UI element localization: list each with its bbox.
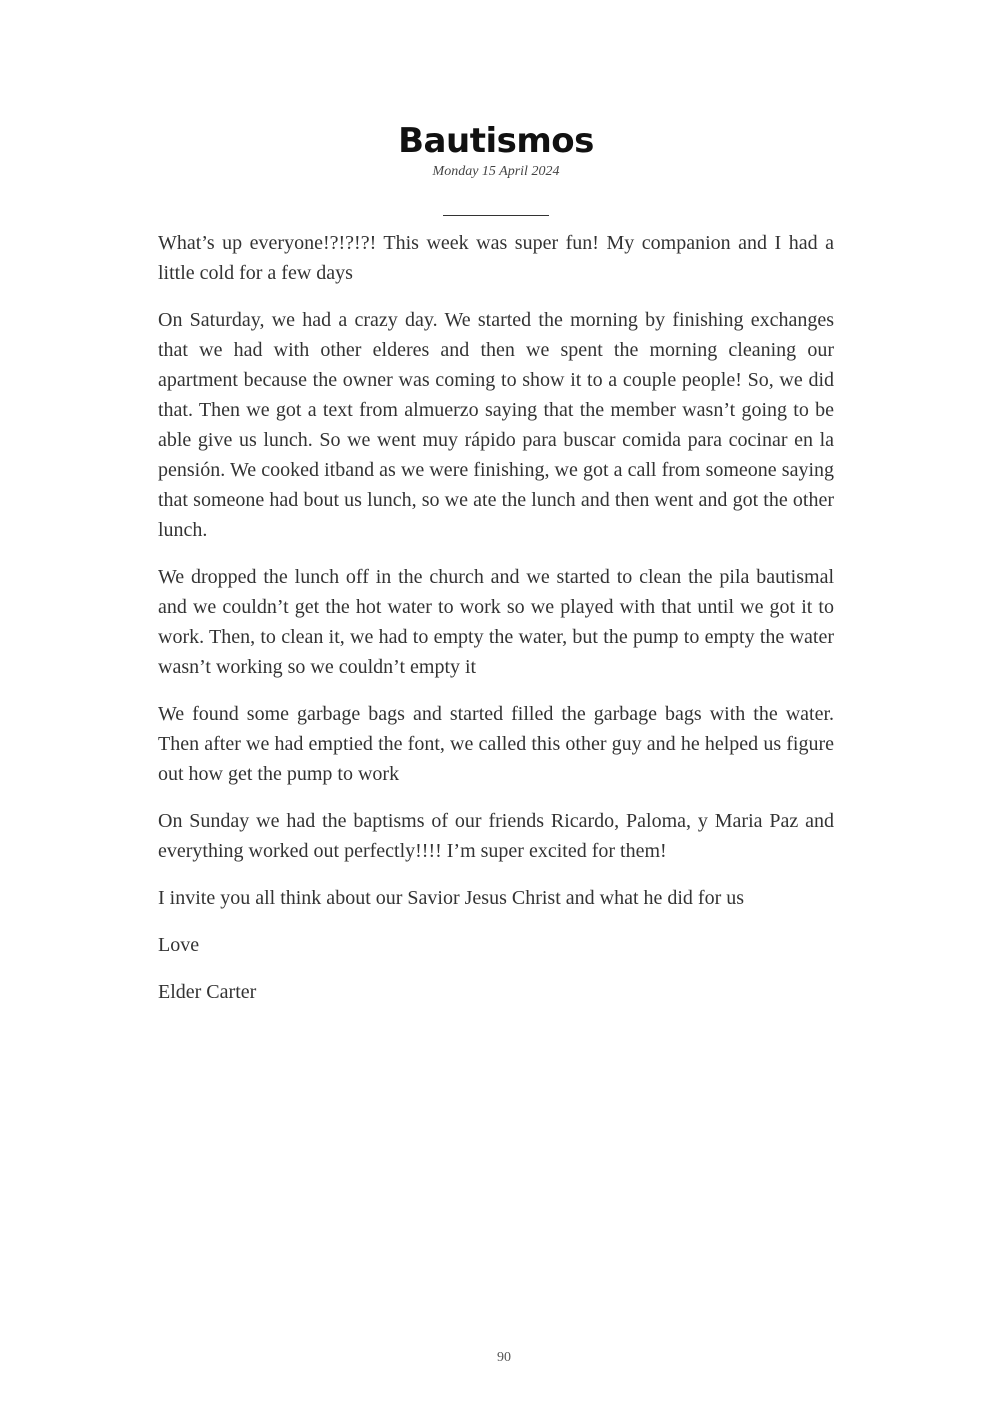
signature-name: Elder Carter [158,981,257,1003]
page-number: 90 [497,1350,511,1365]
paragraph-greeting: What’s up everyone!?!?!?! This week was super fun! My companion and I had a little cold for a few days [158,232,834,284]
paragraph-church-font: We dropped the lunch off in the church and we started to clean the pila bautismal and we couldn’t get the hot water to work so we played with that until we got it to work. Then, to clean it, we had to empty the water, but the pump to empty the water wasn’t working so we couldn’t empty it [158,566,834,678]
page-title: Bautismos [398,121,594,161]
paragraph-invitation: I invite you all think about our Savior Jesus Christ and what he did for us [158,887,745,909]
post-header [0,118,992,180]
title-divider [443,215,549,216]
paragraph-sunday-baptisms: On Sunday we had the baptisms of our friends Ricardo, Paloma, y Maria Paz and everything worked out perfectly!!!! I’m super excited for them! [158,810,834,862]
paragraph-garbage-bags: We found some garbage bags and started filled the garbage bags with the water. Then after we had emptied the font, we called this other guy and he helped us figure out how get the pump to work [158,703,834,785]
letter-body [158,228,834,1024]
closing-love: Love [158,934,200,956]
post-date: Monday 15 April 2024 [432,164,560,179]
paragraph-saturday: On Saturday, we had a crazy day. We started the morning by finishing exchanges that we had with other elderes and then we spent the morning cleaning our apartment because the owner was coming to show it to a couple people! So, we did that. Then we got a text from almuerzo saying that the member wasn’t going to be able give us lunch. So we went muy rápido para buscar comida para cocinar en la pensión. We cooked itband as we were finishing, we got a call from someone saying that someone had bout us lunch, so we ate the lunch and then went and got the other lunch. [158,309,834,541]
